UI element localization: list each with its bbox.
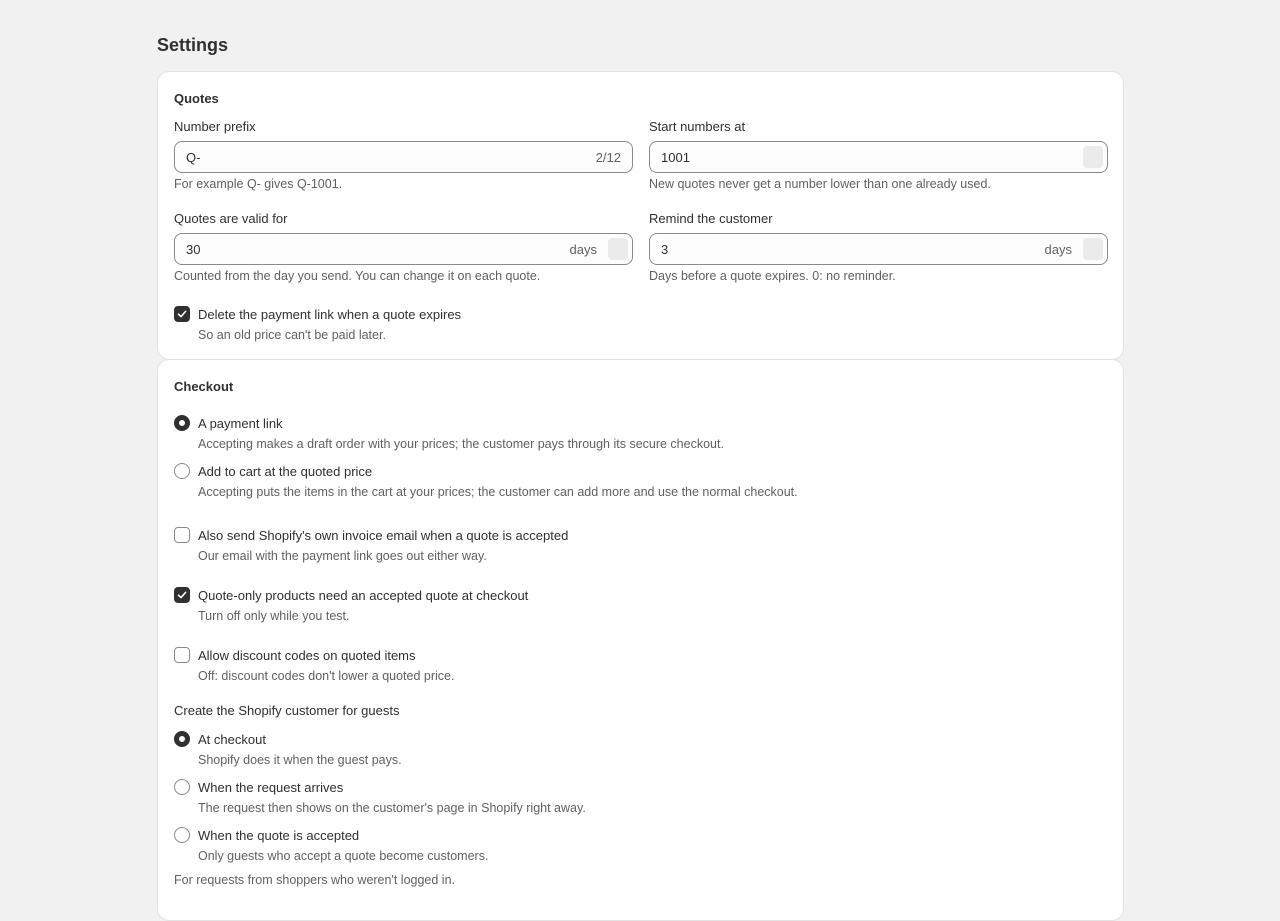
- number-prefix-value: Q-: [186, 150, 201, 165]
- checkmark-icon: [177, 590, 187, 600]
- guest-option-label: When the request arrives: [198, 780, 344, 795]
- valid-for-help: Counted from the day you send. You can change it on each quote.: [174, 269, 541, 283]
- guest-radio-request-arrives[interactable]: [174, 779, 190, 795]
- start-numbers-help: New quotes never get a number lower than one already used.: [649, 177, 991, 191]
- delete-link-label: Delete the payment link when a quote expires: [198, 307, 462, 322]
- remind-suffix: days: [1044, 242, 1072, 257]
- invoice-email-checkbox[interactable]: [174, 527, 190, 543]
- quotes-card: [157, 71, 1124, 360]
- valid-for-suffix: days: [569, 242, 597, 257]
- method-option-help: Accepting puts the items in the cart at your prices; the customer can add more and use the normal checkout.: [198, 485, 798, 499]
- remind-value: 3: [661, 242, 669, 257]
- guest-option-help: Shopify does it when the guest pays.: [198, 753, 402, 767]
- guest-option-help: The request then shows on the customer's page in Shopify right away.: [198, 801, 586, 815]
- delete-link-help: So an old price can't be paid later.: [198, 328, 386, 342]
- method-option-help: Accepting makes a draft order with your prices; the customer pays through its secure checkout.: [198, 437, 724, 451]
- stepper-icon[interactable]: [608, 238, 628, 260]
- guest-radio-at-checkout[interactable]: [174, 731, 190, 747]
- remind-label: Remind the customer: [649, 211, 773, 226]
- remind-help: Days before a quote expires. 0: no reminder.: [649, 269, 896, 283]
- remind-input[interactable]: [649, 233, 1108, 265]
- guest-option-help: Only guests who accept a quote become customers.: [198, 849, 489, 863]
- invoice-email-label: Also send Shopify's own invoice email when a quote is accepted: [198, 528, 569, 543]
- guest-customer-label: Create the Shopify customer for guests: [174, 703, 400, 718]
- method-radio-add-to-cart[interactable]: [174, 463, 190, 479]
- checkmark-icon: [177, 309, 187, 319]
- number-prefix-help: For example Q- gives Q-1001.: [174, 177, 343, 191]
- start-numbers-value: 1001: [661, 150, 690, 165]
- delete-link-checkbox[interactable]: [174, 306, 190, 322]
- guest-option-label: When the quote is accepted: [198, 828, 360, 843]
- method-option-label: A payment link: [198, 416, 283, 431]
- number-prefix-label: Number prefix: [174, 119, 256, 134]
- discount-codes-checkbox[interactable]: [174, 647, 190, 663]
- method-option-label: Add to cart at the quoted price: [198, 464, 373, 479]
- start-numbers-label: Start numbers at: [649, 119, 746, 134]
- quote-only-checkbox[interactable]: [174, 587, 190, 603]
- quote-only-help: Turn off only while you test.: [198, 609, 350, 623]
- discount-codes-help: Off: discount codes don't lower a quoted price.: [198, 669, 455, 683]
- quote-only-label: Quote-only products need an accepted quote at checkout: [198, 588, 529, 603]
- quotes-card-title: Quotes: [174, 91, 219, 106]
- guest-option-label: At checkout: [198, 732, 266, 747]
- invoice-email-help: Our email with the payment link goes out either way.: [198, 549, 487, 563]
- method-radio-payment-link[interactable]: [174, 415, 190, 431]
- guest-customer-footer-help: For requests from shoppers who weren't logged in.: [174, 873, 455, 887]
- number-prefix-char-counter: 2/12: [595, 150, 621, 165]
- stepper-icon[interactable]: [1083, 238, 1103, 260]
- valid-for-input[interactable]: [174, 233, 633, 265]
- valid-for-value: 30: [186, 242, 201, 257]
- guest-radio-quote-accepted[interactable]: [174, 827, 190, 843]
- checkout-card-title: Checkout: [174, 379, 234, 394]
- checkout-card: [157, 359, 1124, 921]
- number-prefix-input[interactable]: [174, 141, 633, 173]
- discount-codes-label: Allow discount codes on quoted items: [198, 648, 416, 663]
- stepper-icon[interactable]: [1083, 146, 1103, 168]
- start-numbers-input[interactable]: [649, 141, 1108, 173]
- valid-for-label: Quotes are valid for: [174, 211, 288, 226]
- page-title: Settings: [157, 35, 229, 55]
